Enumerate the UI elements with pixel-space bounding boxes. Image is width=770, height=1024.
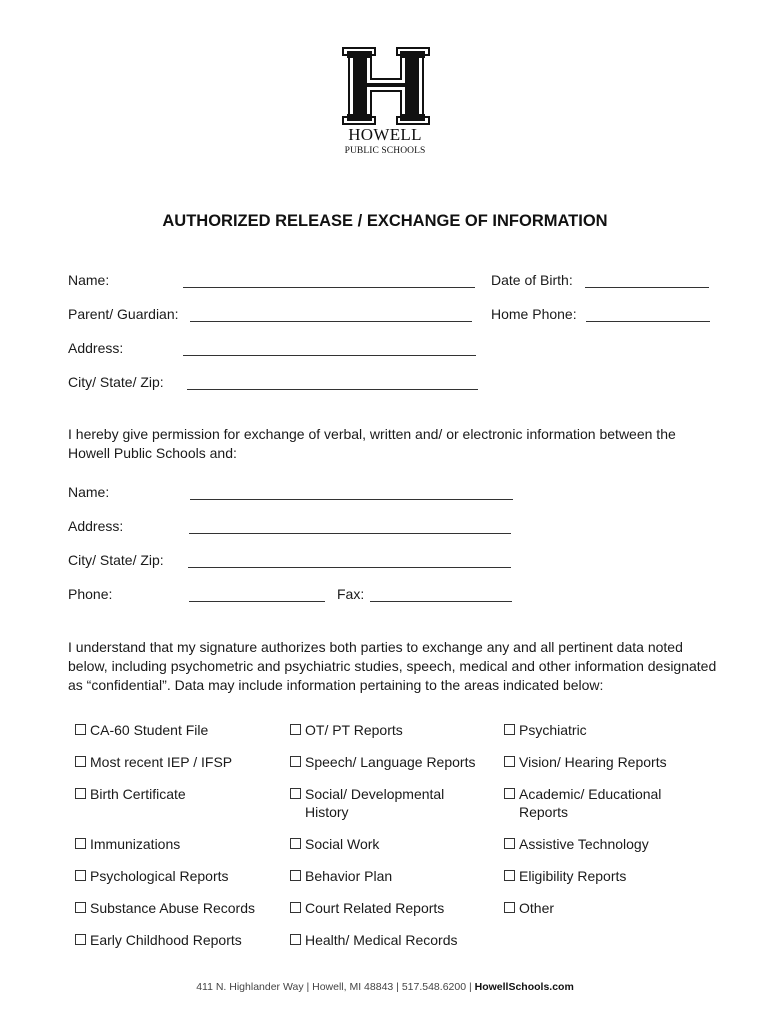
checkbox-label: Social Work bbox=[305, 836, 380, 852]
page-title: AUTHORIZED RELEASE / EXCHANGE OF INFORMATION bbox=[162, 212, 608, 230]
checkbox-immunizations[interactable] bbox=[75, 835, 280, 853]
party-phone-field[interactable] bbox=[189, 601, 325, 602]
checkbox-label: OT/ PT Reports bbox=[305, 722, 403, 738]
dob-label: Date of Birth: bbox=[491, 272, 573, 288]
checkbox-box[interactable] bbox=[504, 788, 515, 799]
checkbox-box[interactable] bbox=[75, 724, 86, 735]
checkbox-label: Most recent IEP / IFSP bbox=[90, 754, 233, 770]
checkbox-ot-pt[interactable] bbox=[290, 721, 490, 739]
checkbox-box[interactable] bbox=[290, 902, 301, 913]
party-city-label: City/ State/ Zip: bbox=[68, 552, 164, 568]
checkbox-box[interactable] bbox=[504, 838, 515, 849]
party-name-field[interactable] bbox=[190, 499, 513, 500]
dob-field[interactable] bbox=[585, 287, 709, 288]
checkbox-assistive-technology[interactable] bbox=[504, 835, 704, 853]
checkbox-label: Social/ Developmental History bbox=[305, 786, 445, 820]
party-address-field[interactable] bbox=[189, 533, 511, 534]
checkbox-label: Academic/ Educational Reports bbox=[519, 786, 662, 820]
student-city-field[interactable] bbox=[187, 389, 478, 390]
checkbox-psychiatric[interactable] bbox=[504, 721, 704, 739]
checkbox-other[interactable] bbox=[504, 899, 704, 917]
checkbox-box[interactable] bbox=[75, 902, 86, 913]
footer-address: 411 N. Highlander Way | Howell, MI 48843 | 517.548.6200 | bbox=[196, 981, 472, 993]
party-fax-label: Fax: bbox=[337, 586, 365, 602]
checkbox-box[interactable] bbox=[504, 870, 515, 881]
checkbox-eligibility[interactable] bbox=[504, 867, 704, 885]
permission-text: I hereby give permission for exchange of verbal, written and/ or electronic information between the Howell Public Schools and: bbox=[68, 426, 676, 461]
checkbox-box[interactable] bbox=[290, 724, 301, 735]
checkbox-social-developmental[interactable] bbox=[290, 785, 460, 821]
checkbox-health-medical[interactable] bbox=[290, 931, 490, 949]
checkbox-label: Psychiatric bbox=[519, 722, 587, 738]
logo-name: HOWELL bbox=[348, 125, 422, 144]
footer-website[interactable]: HowellSchools.com bbox=[474, 981, 574, 993]
checkbox-label: Health/ Medical Records bbox=[305, 932, 458, 948]
checkbox-box[interactable] bbox=[75, 788, 86, 799]
checkbox-label: Birth Certificate bbox=[90, 786, 186, 802]
checkbox-social-work[interactable] bbox=[290, 835, 490, 853]
checkbox-label: Behavior Plan bbox=[305, 868, 393, 884]
student-city-label: City/ State/ Zip: bbox=[68, 374, 164, 390]
checkbox-iep[interactable] bbox=[75, 753, 280, 771]
checkbox-box[interactable] bbox=[75, 934, 86, 945]
checkbox-box[interactable] bbox=[504, 756, 515, 767]
checkbox-box[interactable] bbox=[75, 870, 86, 881]
checkbox-label: Other bbox=[519, 900, 555, 916]
checkbox-academic-educational[interactable] bbox=[504, 785, 679, 821]
checkbox-label: Immunizations bbox=[90, 836, 181, 852]
checkbox-behavior-plan[interactable] bbox=[290, 867, 490, 885]
party-city-field[interactable] bbox=[188, 567, 511, 568]
party-address-label: Address: bbox=[68, 518, 124, 534]
checkbox-early-childhood[interactable] bbox=[75, 931, 280, 949]
student-address-field[interactable] bbox=[183, 355, 476, 356]
checkbox-substance-abuse[interactable] bbox=[75, 899, 280, 917]
checkbox-box[interactable] bbox=[504, 902, 515, 913]
school-logo bbox=[341, 46, 431, 126]
checkbox-box[interactable] bbox=[290, 870, 301, 881]
footer bbox=[0, 981, 770, 993]
checkbox-speech-language[interactable] bbox=[290, 753, 490, 771]
checkbox-birth-certificate[interactable] bbox=[75, 785, 280, 803]
logo-subtitle: PUBLIC SCHOOLS bbox=[344, 146, 426, 156]
checkbox-label: Court Related Reports bbox=[305, 900, 445, 916]
checkbox-box[interactable] bbox=[290, 838, 301, 849]
howell-h-logo-icon bbox=[341, 46, 431, 126]
checkbox-label: CA-60 Student File bbox=[90, 722, 209, 738]
checkbox-box[interactable] bbox=[290, 934, 301, 945]
parent-guardian-field[interactable] bbox=[190, 321, 472, 322]
checkbox-label: Psychological Reports bbox=[90, 868, 229, 884]
home-phone-field[interactable] bbox=[586, 321, 710, 322]
checkbox-box[interactable] bbox=[504, 724, 515, 735]
checkbox-label: Early Childhood Reports bbox=[90, 932, 242, 948]
checkbox-label: Eligibility Reports bbox=[519, 868, 627, 884]
checkbox-box[interactable] bbox=[290, 788, 301, 799]
parent-guardian-label: Parent/ Guardian: bbox=[68, 306, 179, 322]
checkbox-psychological[interactable] bbox=[75, 867, 280, 885]
checkbox-label: Speech/ Language Reports bbox=[305, 754, 476, 770]
student-address-label: Address: bbox=[68, 340, 124, 356]
party-fax-field[interactable] bbox=[370, 601, 512, 602]
checkbox-box[interactable] bbox=[75, 756, 86, 767]
checkbox-court-related[interactable] bbox=[290, 899, 490, 917]
home-phone-label: Home Phone: bbox=[491, 306, 577, 322]
student-name-field[interactable] bbox=[183, 287, 475, 288]
authorization-text: I understand that my signature authorizes both parties to exchange any and all pertinent data noted below, including psychometric and psychiatric studies, speech, medical and other information designated as “confidential”. Data may include information pertaining to the areas indicated below: bbox=[68, 639, 717, 693]
checkbox-label: Assistive Technology bbox=[519, 836, 649, 852]
checkbox-box[interactable] bbox=[75, 838, 86, 849]
checkbox-ca60[interactable] bbox=[75, 721, 280, 739]
checkbox-vision-hearing[interactable] bbox=[504, 753, 704, 771]
party-phone-label: Phone: bbox=[68, 586, 113, 602]
student-name-label: Name: bbox=[68, 272, 110, 288]
checkbox-label: Vision/ Hearing Reports bbox=[519, 754, 667, 770]
checkbox-label: Substance Abuse Records bbox=[90, 900, 255, 916]
party-name-label: Name: bbox=[68, 484, 110, 500]
checkbox-box[interactable] bbox=[290, 756, 301, 767]
